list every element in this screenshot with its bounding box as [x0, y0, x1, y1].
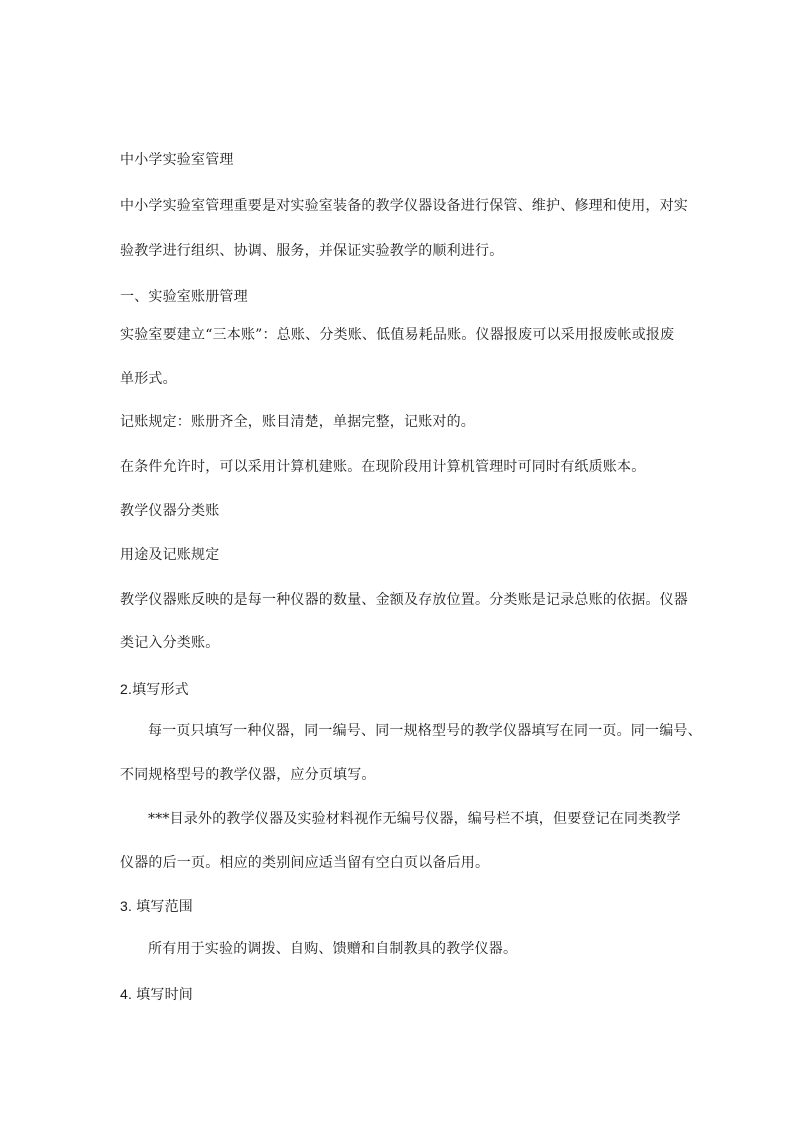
- usage-line-1: 教学仪器账反映的是每一种仪器的数量、金额及存放位置。分类账是记录总账的依据。仪器: [120, 592, 688, 608]
- item2-heading: 2.填写形式: [120, 681, 189, 697]
- item2-para2-line-2: 仪器的后一页。相应的类别间应适当留有空白页以备后用。: [120, 855, 490, 871]
- section1-para1-line-2: 单形式。: [120, 371, 177, 387]
- subheading-classified-ledger: 教学仪器分类账: [120, 503, 220, 519]
- document-title: 中小学实验室管理: [120, 152, 234, 168]
- intro-line-2: 验教学进行组织、协调、服务，并保证实验教学的顺利进行。: [120, 243, 504, 259]
- item2-para2-line-1: ***目录外的教学仪器及实验材料视作无编号仪器，编号栏不填，但要登记在同类教学: [148, 811, 681, 827]
- bookkeeping-rules: 记账规定：账册齐全，账目清楚，单据完整，记账对的。: [120, 414, 475, 430]
- section1-heading: 一、实验室账册管理: [120, 289, 248, 305]
- usage-line-2: 类记入分类账。: [120, 635, 220, 651]
- intro-line-1: 中小学实验室管理重要是对实验室装备的教学仪器设备进行保管、维护、修理和使用，对实: [120, 198, 688, 214]
- item2-para1-line-1: 每一页只填写一种仪器，同一编号、同一规格型号的教学仪器填写在同一页。同一编号、: [148, 723, 702, 739]
- item2-para1-line-2: 不同规格型号的教学仪器，应分页填写。: [120, 767, 376, 783]
- usage-heading: 用途及记账规定: [120, 547, 220, 563]
- item3-heading: 3. 填写范围: [120, 898, 193, 914]
- item4-heading: 4. 填写时间: [120, 986, 193, 1002]
- section1-para1-line-1: 实验室要建立“三本账”：总账、分类账、低值易耗品账。仪器报废可以采用报废帐或报废: [120, 327, 675, 343]
- computer-bookkeeping: 在条件允许时，可以采用计算机建账。在现阶段用计算机管理时可同时有纸质账本。: [120, 459, 646, 475]
- item3-para: 所有用于实验的调拨、自购、馈赠和自制教具的教学仪器。: [148, 941, 518, 957]
